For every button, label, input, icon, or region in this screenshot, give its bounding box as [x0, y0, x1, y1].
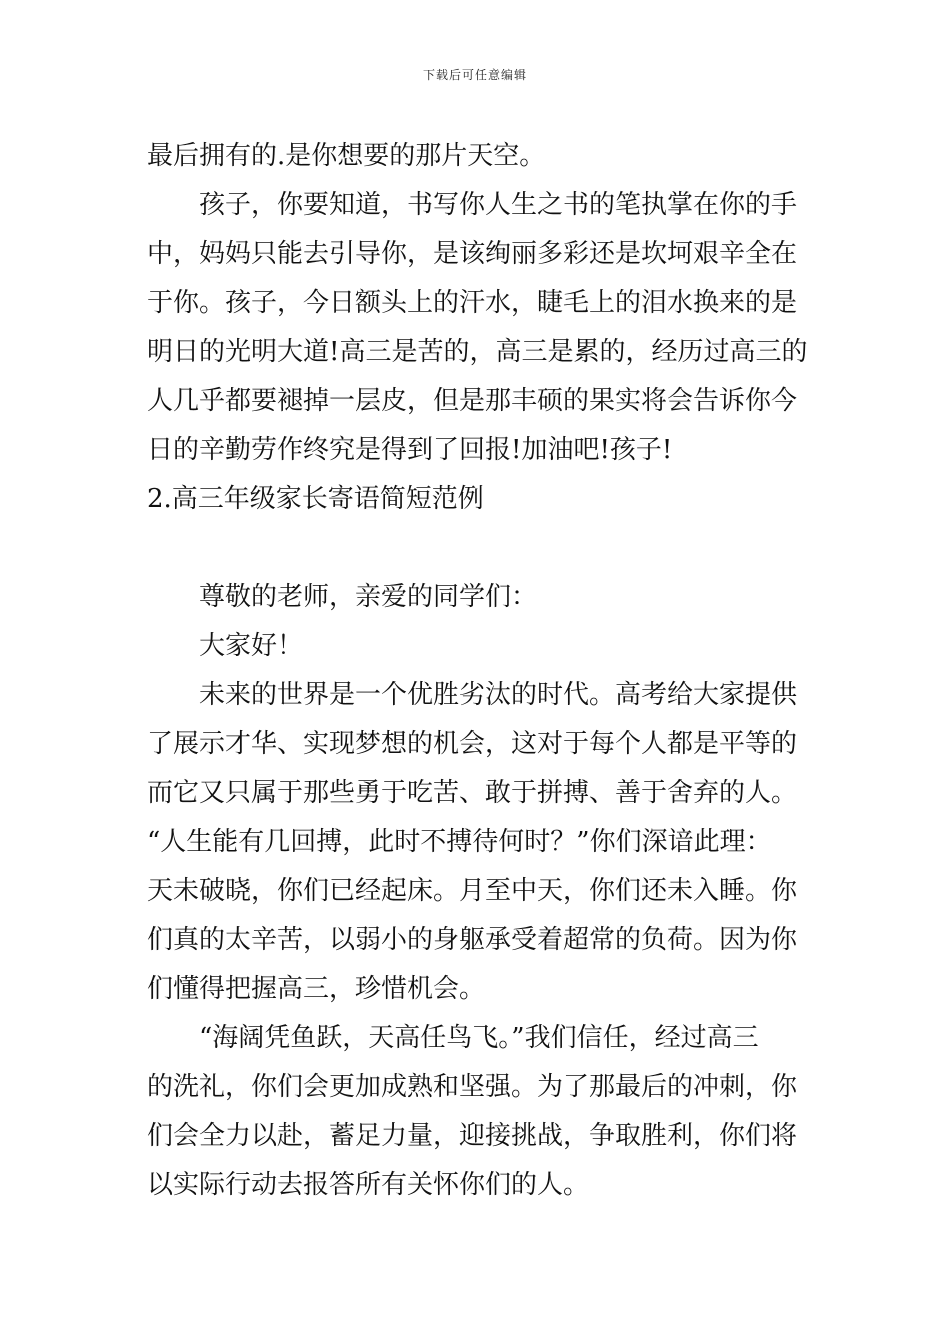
text-line: 了展示才华、实现梦想的机会，这对于每个人都是平等的 [147, 729, 798, 759]
text-line: 而它又只属于那些勇于吃苦、敢于拼搏、善于舍弃的人。 [147, 778, 798, 808]
text-line: 于你。孩子，今日额头上的汗水，睫毛上的泪水换来的是 [147, 288, 798, 318]
text-line: “人生能有几回搏，此时不搏待何时？”你们深谙此理： [147, 827, 772, 857]
greeting: 大家好！ [147, 631, 304, 661]
text-line: 们会全力以赴，蓄足力量，迎接挑战，争取胜利，你们将 [147, 1121, 798, 1151]
section-heading: 2.高三年级家长寄语简短范例 [147, 484, 484, 514]
document-body [147, 132, 807, 1210]
text-line: 明日的光明大道!高三是苦的，高三是累的，经历过高三的 [147, 337, 808, 367]
text-line: 日的辛勤劳作终究是得到了回报!加油吧!孩子! [147, 435, 673, 465]
text-line: 们懂得把握高三，珍惜机会。 [147, 974, 486, 1004]
text-line: 们真的太辛苦，以弱小的身躯承受着超常的负荷。因为你 [147, 925, 798, 955]
text-line: 最后拥有的.是你想要的那片天空。 [147, 141, 546, 171]
salutation: 尊敬的老师，亲爱的同学们： [147, 582, 538, 612]
text-line: 天未破晓，你们已经起床。月至中天，你们还未入睡。你 [147, 876, 798, 906]
text-line: 孩子，你要知道，书写你人生之书的笔执掌在你的手 [147, 190, 798, 220]
text-line: “海阔凭鱼跃，天高任鸟飞。”我们信任，经过高三 [147, 1023, 759, 1053]
text-line: 中，妈妈只能去引导你，是该绚丽多彩还是坎坷艰辛全在 [147, 239, 798, 269]
text-line: 未来的世界是一个优胜劣汰的时代。高考给大家提供 [147, 680, 798, 710]
text-line: 的洗礼，你们会更加成熟和坚强。为了那最后的冲刺，你 [147, 1072, 798, 1102]
text-line: 以实际行动去报答所有关怀你们的人。 [147, 1170, 590, 1200]
paragraph-gap [147, 524, 807, 573]
text-line: 人几乎都要褪掉一层皮，但是那丰硕的果实将会告诉你今 [147, 386, 798, 416]
page-header: 下载后可任意编辑 [422, 68, 527, 82]
